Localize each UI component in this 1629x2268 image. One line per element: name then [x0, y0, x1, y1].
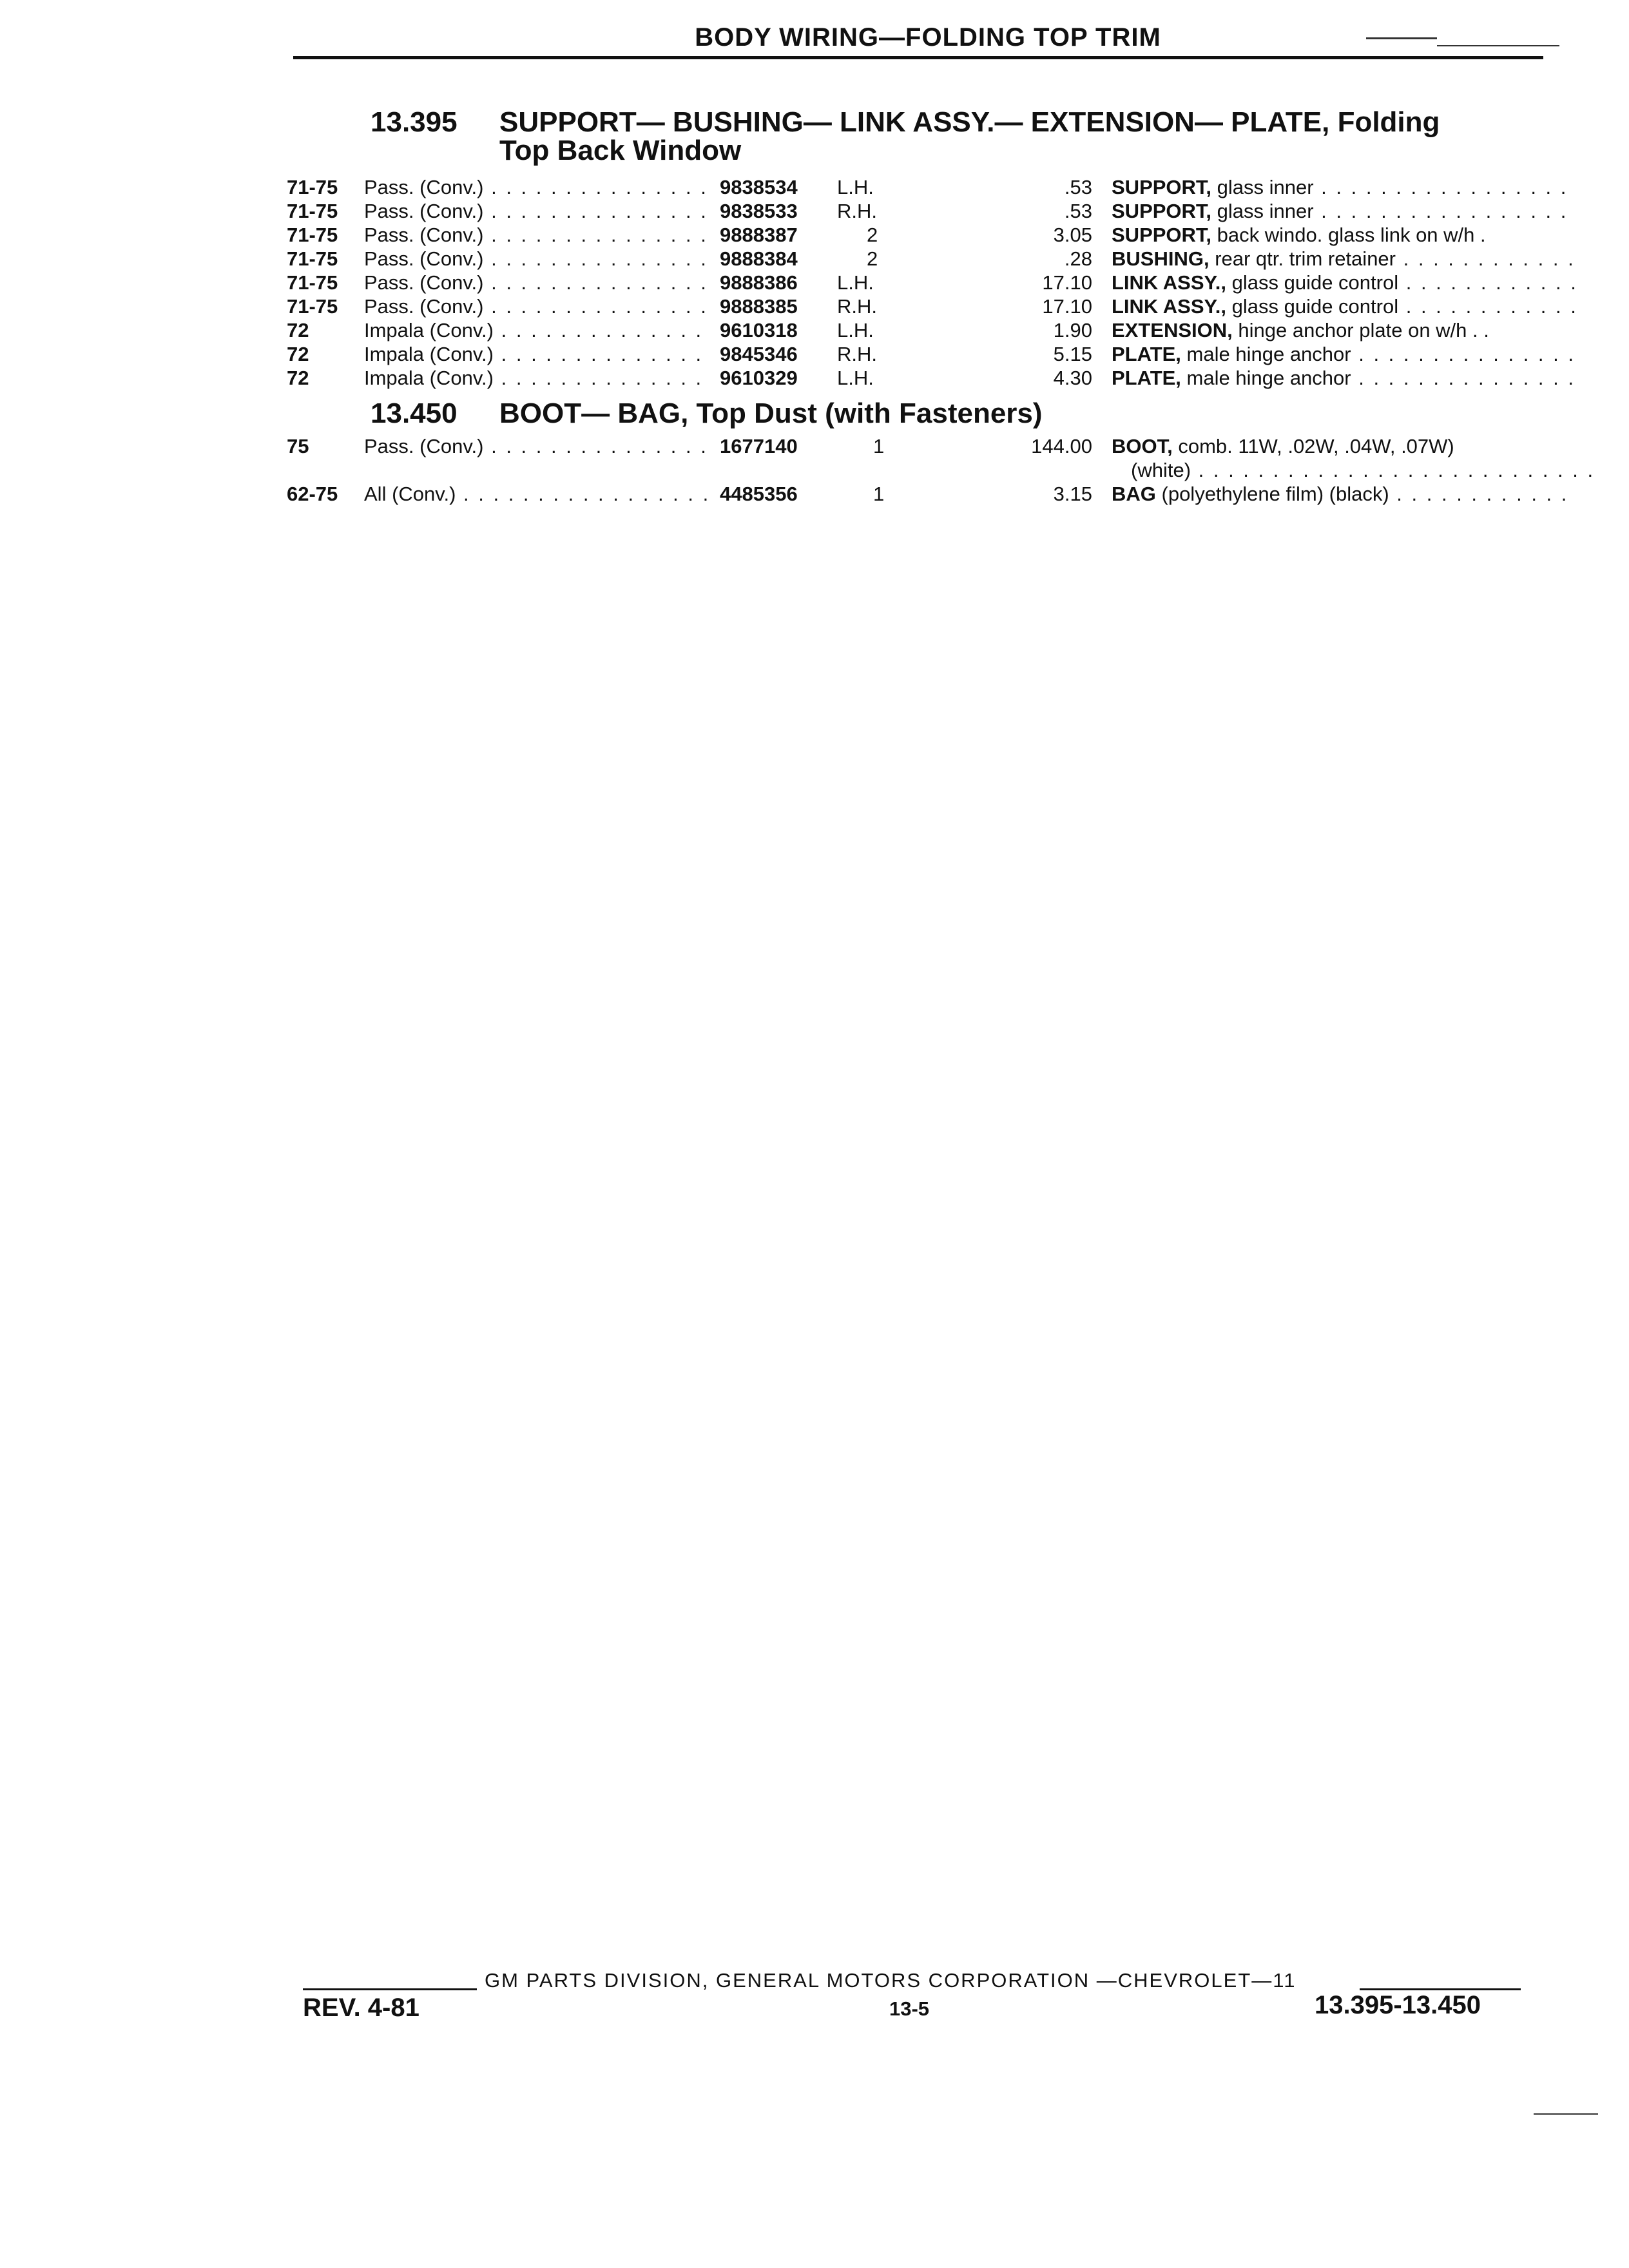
side-cell: 1: [873, 435, 885, 457]
price-cell: 3.15: [1053, 483, 1092, 505]
description-cell: [1112, 318, 1576, 342]
model-cell: Impala (Conv.) . . .: [364, 342, 712, 366]
description-name: SUPPORT,: [1112, 200, 1212, 222]
part-number-cell: 9838533: [720, 200, 798, 222]
description-text: glass inner: [1211, 176, 1314, 198]
model-cell: Pass. (Conv.) . . .: [364, 434, 712, 458]
side-cell: L.H.: [837, 319, 874, 341]
price-cell: 3.05: [1053, 224, 1092, 246]
model-cell: All (Conv.) . . .: [364, 482, 712, 506]
price-cell: 4.30: [1053, 367, 1092, 389]
description-text: glass inner: [1211, 200, 1314, 222]
part-number-cell: 9888385: [720, 295, 798, 318]
description-text: (polyethylene film) (black): [1155, 483, 1389, 505]
description-cell: [1112, 199, 1576, 223]
description-cell: (white) . . .: [1131, 458, 1595, 482]
scan-mark: [1534, 2113, 1598, 2115]
part-number-cell: 9610318: [720, 319, 798, 341]
year-cell: 75: [287, 435, 309, 457]
price-cell: 17.10: [1042, 295, 1092, 318]
description-text: male hinge anchor: [1181, 343, 1351, 365]
price-cell: .53: [1064, 176, 1092, 198]
group-title-line1: SUPPORT— BUSHING— LINK ASSY.— EXTENSION— PLATE, Folding: [499, 106, 1440, 138]
year-cell: 71-75: [287, 176, 338, 198]
year-cell: 72: [287, 367, 309, 389]
year-cell: 72: [287, 319, 309, 341]
model-cell: Pass. (Conv.) . . .: [364, 223, 712, 247]
part-number-cell: 9888386: [720, 271, 798, 294]
description-name: PLATE,: [1112, 343, 1181, 365]
price-cell: 1.90: [1053, 319, 1092, 341]
side-cell: 2: [867, 247, 878, 270]
price-cell: 144.00: [1031, 435, 1092, 457]
side-cell: 2: [867, 224, 878, 246]
year-cell: 71-75: [287, 224, 338, 246]
description-text: glass guide control: [1226, 271, 1399, 294]
model-cell: Pass. (Conv.) . . .: [364, 271, 712, 294]
description-cell: [1112, 482, 1576, 506]
description-cell: [1112, 342, 1576, 366]
description-name: BUSHING,: [1112, 247, 1210, 270]
group-title: [499, 399, 1498, 428]
description-cell: [1112, 294, 1576, 318]
description-name: LINK ASSY.,: [1112, 271, 1226, 294]
description-cell: [1112, 223, 1576, 247]
model-cell: Pass. (Conv.) . . .: [364, 175, 712, 199]
description-name: SUPPORT,: [1112, 176, 1212, 198]
description-name: PLATE,: [1112, 367, 1181, 389]
price-cell: .28: [1064, 247, 1092, 270]
group-title: [499, 108, 1498, 165]
description-name: BOOT,: [1112, 435, 1173, 457]
year-cell: 72: [287, 343, 309, 365]
description-text: hinge anchor plate on w/h . .: [1232, 319, 1489, 341]
year-cell: 71-75: [287, 200, 338, 222]
description-text: comb. 11W, .02W, .04W, .07W): [1172, 435, 1454, 457]
year-cell: 71-75: [287, 271, 338, 294]
description-name: LINK ASSY.,: [1112, 295, 1226, 318]
part-number-cell: 4485356: [720, 483, 798, 505]
side-cell: R.H.: [837, 295, 877, 318]
price-cell: 5.15: [1053, 343, 1092, 365]
side-cell: L.H.: [837, 176, 874, 198]
revision-label: REV. 4-81: [303, 1994, 419, 2022]
page-number: 13-5: [889, 1997, 930, 2020]
description-name: BAG: [1112, 483, 1156, 505]
side-cell: L.H.: [837, 367, 874, 389]
description-cell: [1112, 271, 1576, 294]
group-title-line2: Top Back Window: [499, 135, 742, 166]
price-cell: 17.10: [1042, 271, 1092, 294]
side-cell: L.H.: [837, 271, 874, 294]
description-cell: [1112, 434, 1576, 458]
side-cell: R.H.: [837, 200, 877, 222]
year-cell: 71-75: [287, 295, 338, 318]
footer-rule-left: [303, 1988, 477, 1990]
year-cell: 71-75: [287, 247, 338, 270]
model-cell: Pass. (Conv.) . . .: [364, 247, 712, 271]
part-number-cell: 1677140: [720, 435, 798, 457]
part-number-cell: 9888384: [720, 247, 798, 270]
price-cell: .53: [1064, 200, 1092, 222]
description-text: male hinge anchor: [1181, 367, 1351, 389]
model-cell: Pass. (Conv.) . . .: [364, 199, 712, 223]
description-cell: [1112, 247, 1576, 271]
model-cell: Pass. (Conv.) . . .: [364, 294, 712, 318]
section-range: 13.395-13.450: [1315, 1991, 1481, 2019]
model-cell: Impala (Conv.) . . .: [364, 318, 712, 342]
year-cell: 62-75: [287, 483, 338, 505]
part-number-cell: 9845346: [720, 343, 798, 365]
description-text: back windo. glass link on w/h .: [1211, 224, 1486, 246]
group-number: 13.450: [371, 398, 458, 429]
part-number-cell: 9838534: [720, 176, 798, 198]
description-text: glass guide control: [1226, 295, 1399, 318]
part-number-cell: 9610329: [720, 367, 798, 389]
model-cell: Impala (Conv.) . . .: [364, 366, 712, 390]
side-cell: R.H.: [837, 343, 877, 365]
group-title-line1: BOOT— BAG, Top Dust (with Fasteners): [499, 398, 1043, 429]
group-number: 13.395: [371, 106, 458, 138]
page-title: BODY WIRING—FOLDING TOP TRIM: [695, 23, 1161, 52]
description-cell: [1112, 175, 1576, 199]
page-header: [293, 23, 1543, 59]
footer-rule-right: [1360, 1988, 1521, 1990]
side-cell: 1: [873, 483, 885, 505]
description-name: EXTENSION,: [1112, 319, 1233, 341]
description-text: rear qtr. trim retainer: [1209, 247, 1396, 270]
part-number-cell: 9888387: [720, 224, 798, 246]
footer-corporation: GM PARTS DIVISION, GENERAL MOTORS CORPORATION —CHEVROLET—11: [485, 1969, 1296, 1992]
description-cell: [1112, 366, 1576, 390]
description-name: SUPPORT,: [1112, 224, 1212, 246]
